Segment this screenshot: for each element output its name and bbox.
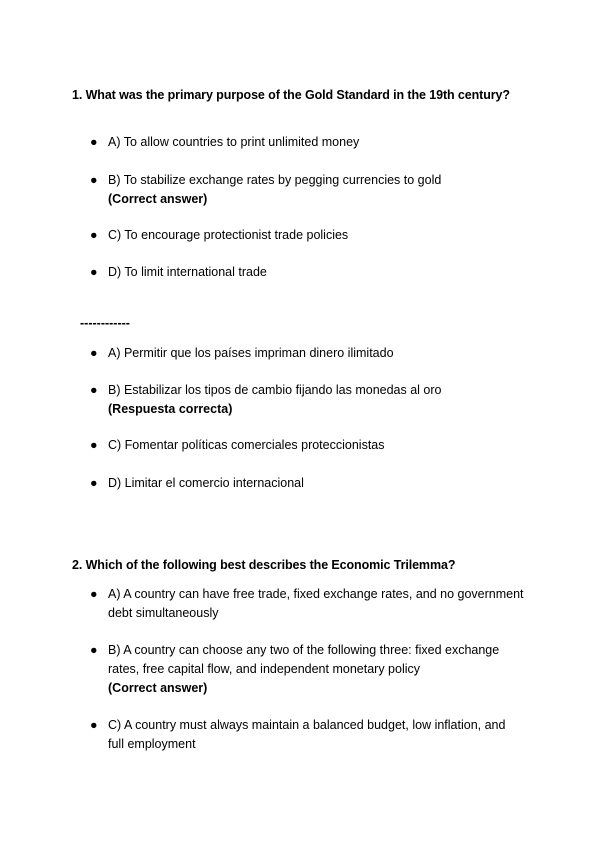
option-text: A) To allow countries to print unlimited money (108, 135, 360, 149)
q1-option-a-en (108, 133, 528, 152)
option-text: B) Estabilizar los tipos de cambio fijando las monedas al oro (108, 383, 442, 397)
option-text: A) A country can have free trade, fixed exchange rates, and no government debt simultaneously (108, 587, 524, 620)
q1-option-c-es (108, 436, 528, 455)
bullet-icon: ● (90, 265, 98, 279)
bullet-icon: ● (90, 718, 98, 732)
bullet-icon: ● (90, 228, 98, 242)
q1-option-b-es (108, 381, 528, 419)
option-text: D) To limit international trade (108, 265, 267, 279)
q1-option-d-es (108, 474, 528, 493)
correct-answer-tag: (Respuesta correcta) (108, 402, 233, 416)
correct-answer-tag: (Correct answer) (108, 192, 208, 206)
bullet-icon: ● (90, 587, 98, 601)
q1-option-a-es (108, 344, 528, 363)
question-2-title: 2. Which of the following best describes the Economic Trilemma? (72, 558, 456, 572)
language-divider: ------------ (80, 316, 130, 330)
option-text: C) To encourage protectionist trade policies (108, 228, 349, 242)
option-text: C) A country must always maintain a balanced budget, low inflation, and full employment (108, 718, 506, 751)
bullet-icon: ● (90, 643, 98, 657)
bullet-icon: ● (90, 173, 98, 187)
bullet-icon: ● (90, 476, 98, 490)
option-text: D) Limitar el comercio internacional (108, 476, 304, 490)
option-text: B) To stabilize exchange rates by pegging currencies to gold (108, 173, 442, 187)
option-text: B) A country can choose any two of the following three: fixed exchange rates, free capital flow, and independent monetary policy (108, 643, 500, 676)
option-text: A) Permitir que los países impriman dinero ilimitado (108, 346, 394, 360)
option-text: C) Fomentar políticas comerciales proteccionistas (108, 438, 385, 452)
bullet-icon: ● (90, 346, 98, 360)
question-1-title: 1. What was the primary purpose of the Gold Standard in the 19th century? (72, 88, 510, 102)
bullet-icon: ● (90, 383, 98, 397)
correct-answer-tag: (Correct answer) (108, 681, 208, 695)
q1-option-d-en (108, 263, 528, 282)
bullet-icon: ● (90, 135, 98, 149)
q2-option-a-en (108, 585, 528, 623)
q1-option-c-en (108, 226, 528, 245)
bullet-icon: ● (90, 438, 98, 452)
q1-option-b-en (108, 171, 528, 209)
q2-option-b-en (108, 641, 528, 698)
q2-option-c-en (108, 716, 508, 754)
